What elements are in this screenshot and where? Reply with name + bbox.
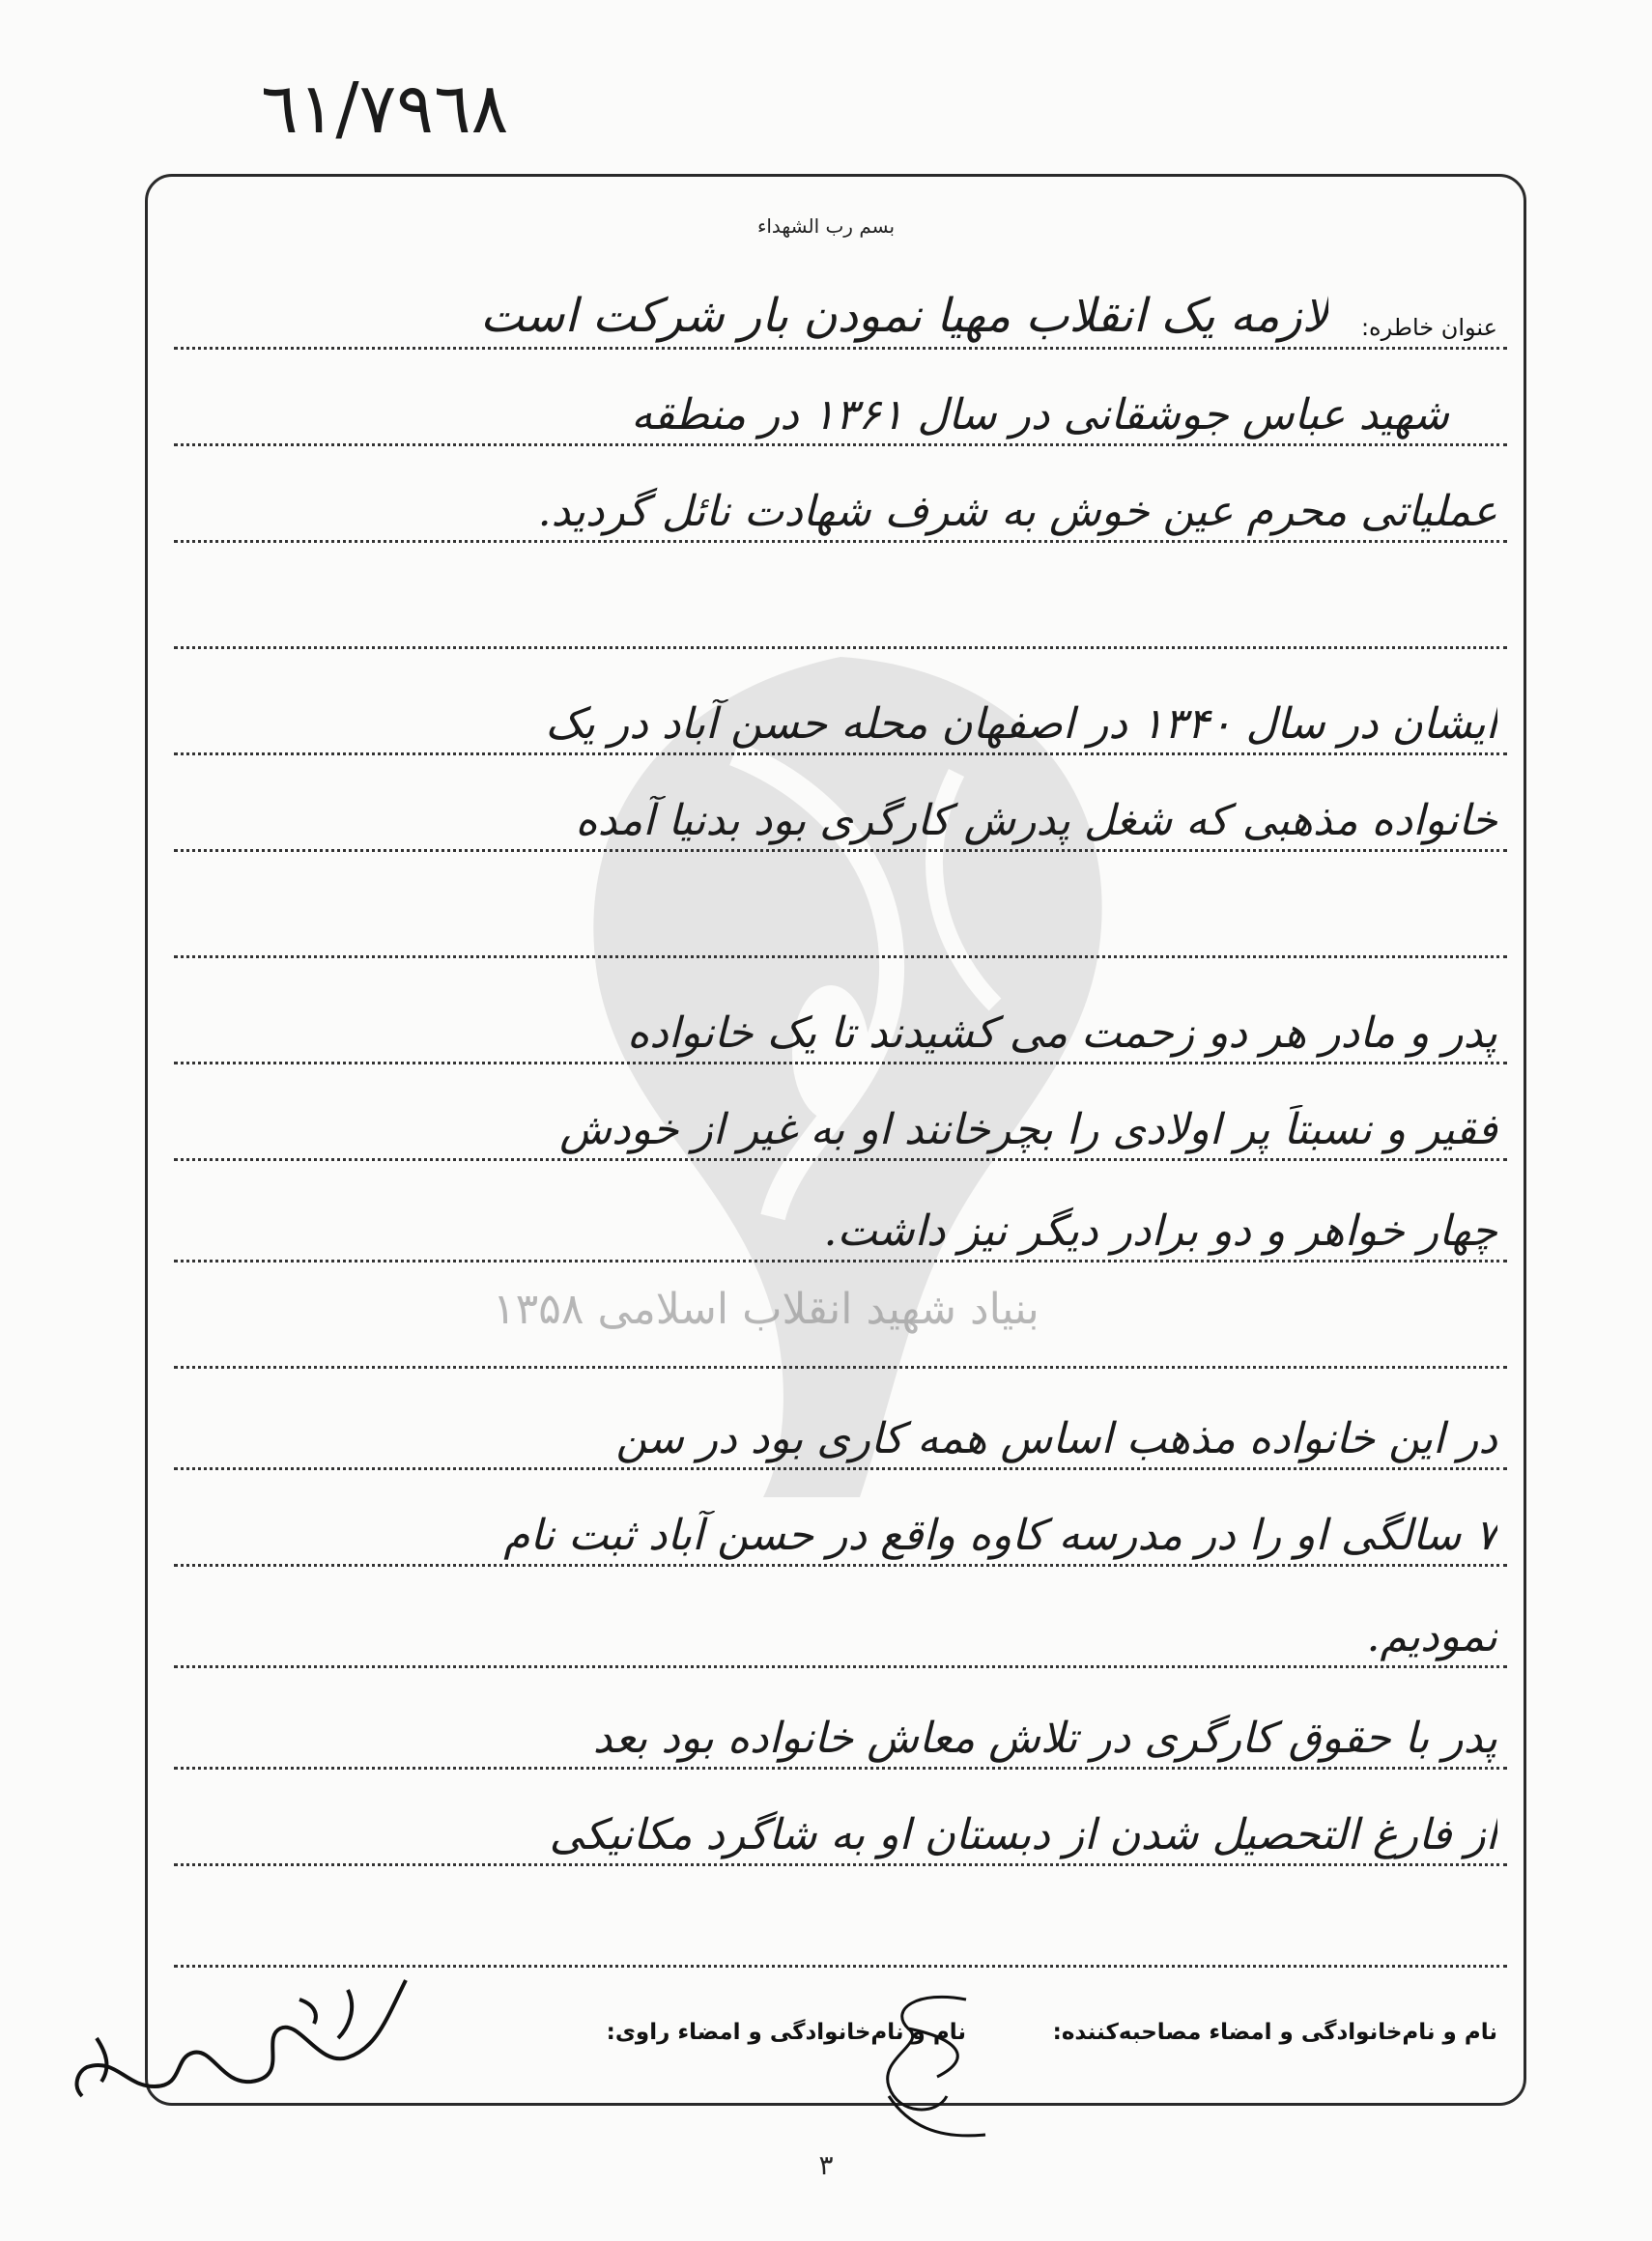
text-line xyxy=(174,589,1507,649)
handwritten-text: عملیاتی محرم عین خوش به شرف شهادت نائل گردید. xyxy=(537,487,1497,536)
handwritten-text: خانواده مذهبی که شغل پدرش کارگری بود بدنیا آمده xyxy=(575,796,1497,845)
text-line xyxy=(174,792,1507,852)
text-line xyxy=(174,1309,1507,1369)
text-line xyxy=(174,1710,1507,1770)
text-line xyxy=(174,1101,1507,1161)
handwritten-text: چهار خواهر و دو برادر دیگر نیز داشت. xyxy=(823,1206,1497,1256)
text-line xyxy=(174,1608,1507,1668)
file-number: ٦١/٧٩٦٨ xyxy=(261,68,509,149)
handwritten-text: در این خانواده مذهب اساس همه کاری بود در سن xyxy=(615,1414,1497,1463)
basmala-header: بسم رب الشهداء xyxy=(756,214,896,238)
text-line xyxy=(174,1203,1507,1262)
text-line xyxy=(174,386,1507,446)
handwritten-text: پدر و مادر هر دو زحمت می کشیدند تا یک خانواده xyxy=(627,1008,1497,1058)
foundation-logo-watermark xyxy=(541,638,1140,1507)
text-line xyxy=(174,1005,1507,1064)
handwritten-text: پدر با حقوق کارگری در تلاش معاش خانواده بود بعد xyxy=(592,1714,1497,1763)
text-line xyxy=(174,898,1507,958)
interviewer-signature xyxy=(850,1971,1005,2144)
watermark-text: بنیاد شهید انقلاب اسلامی ۱۳۵۸ xyxy=(493,1285,1040,1334)
text-line xyxy=(174,695,1507,755)
memory-title-row xyxy=(174,290,1507,350)
handwritten-text: از فارغ التحصیل شدن از دبستان او به شاگرد مکانیکی xyxy=(549,1810,1497,1859)
memory-title-value: لازمه یک انقلاب مهیا نمودن بار شرکت است xyxy=(480,289,1328,343)
text-line xyxy=(174,1507,1507,1567)
handwritten-text: ایشان در سال ۱۳۴۰ در اصفهان محله حسن آباد در یک xyxy=(545,699,1497,749)
handwritten-text: ۷ سالگی او را در مدرسه کاوه واقع در حسن آباد ثبت نام xyxy=(503,1511,1497,1560)
narrator-signature-label: نام و نام‌خانوادگی و امضاء راوی: xyxy=(606,2020,966,2045)
text-line xyxy=(174,1410,1507,1470)
handwritten-text: فقیر و نسبتاً پر اولادی را بچرخانند او به غیر از خودش xyxy=(559,1105,1497,1154)
text-line xyxy=(174,1908,1507,1968)
handwritten-text: شهید عباس جوشقانی در سال ۱۳۶۱ در منطقه xyxy=(631,390,1449,440)
handwritten-text: نمودیم. xyxy=(1366,1612,1497,1661)
text-line xyxy=(174,1806,1507,1866)
memory-title-label: عنوان خاطره: xyxy=(1360,314,1497,341)
interviewer-signature-label: نام و نام‌خانوادگی و امضاء مصاحبه‌کننده: xyxy=(1052,2020,1497,2045)
text-line xyxy=(174,483,1507,543)
narrator-signature xyxy=(58,1961,425,2115)
page-number: ۳ xyxy=(818,2149,834,2181)
